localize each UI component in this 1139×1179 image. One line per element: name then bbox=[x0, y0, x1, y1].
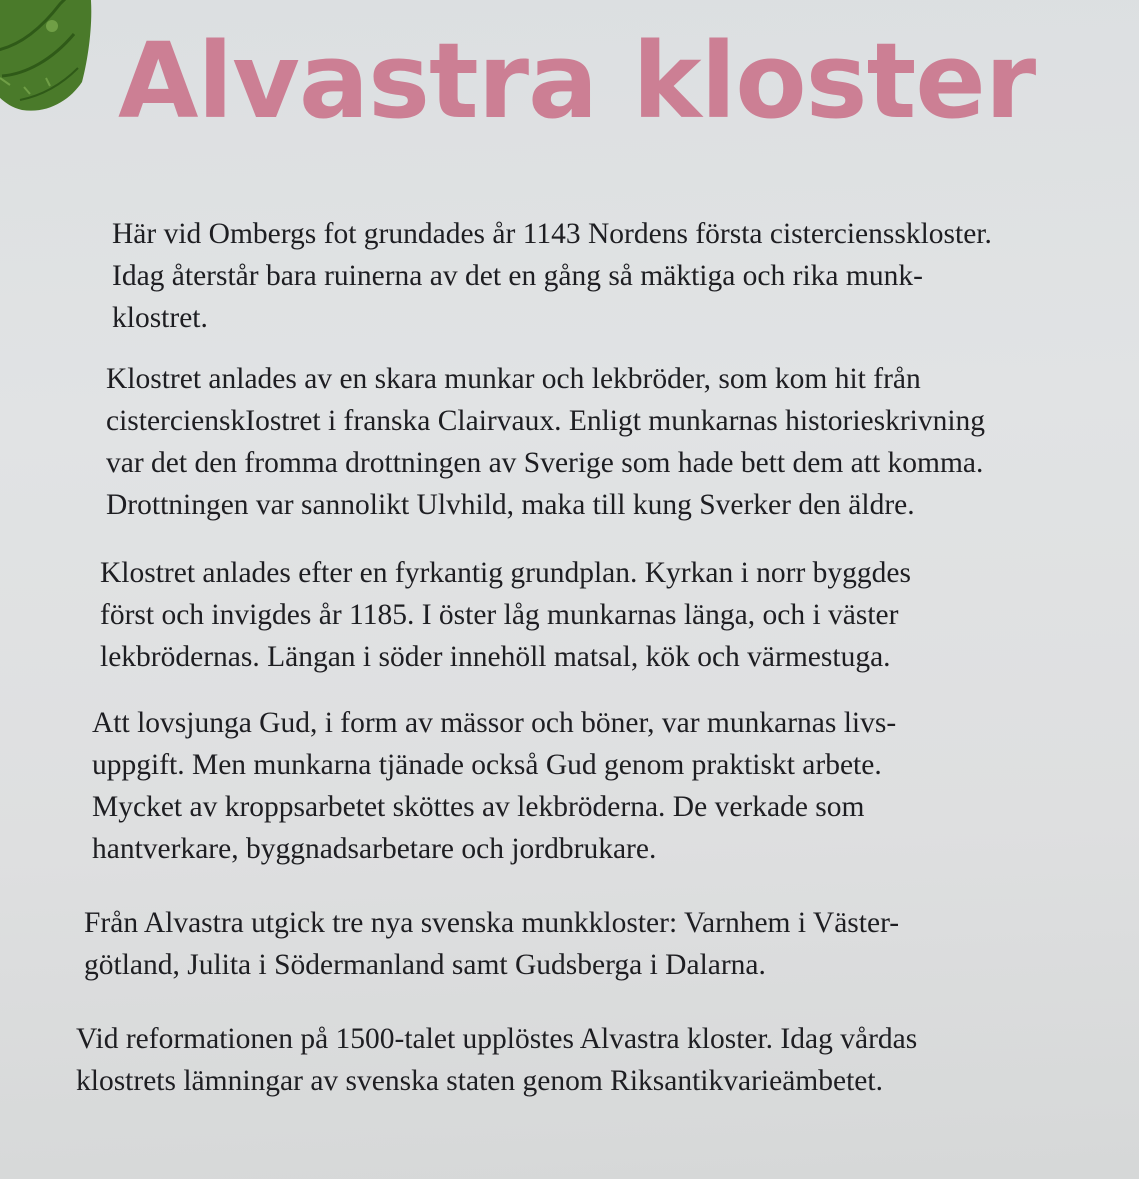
text-line: klostrets lämningar av svenska staten genom Riksantikvarieämbetet. bbox=[76, 1065, 883, 1097]
paragraph-reformation bbox=[76, 1018, 917, 1102]
text-line: Vid reformationen på 1500-talet upplöstes Alvastra kloster. Idag vårdas bbox=[76, 1023, 918, 1055]
text-line: Klostret anlades efter en fyrkantig grundplan. Kyrkan i norr byggdes bbox=[100, 557, 912, 589]
paragraph-founding bbox=[112, 213, 992, 339]
text-line: Att lovsjunga Gud, i form av mässor och böner, var munkarnas livs- bbox=[92, 707, 897, 739]
text-line: hantverkare, byggnadsarbetare och jordbrukare. bbox=[92, 833, 657, 865]
text-line: Mycket av kroppsarbetet sköttes av lekbröderna. De verkade som bbox=[92, 791, 865, 823]
paragraph-daughter-monasteries bbox=[84, 902, 899, 986]
paragraph-origin bbox=[106, 358, 985, 526]
sign-title: Alvastra kloster bbox=[118, 20, 1036, 142]
paragraph-ground-plan bbox=[100, 552, 911, 678]
leaf-icon bbox=[0, 0, 110, 130]
text-line: Idag återstår bara ruinerna av det en gång så mäktiga och rika munk- bbox=[112, 260, 923, 292]
text-line: var det den fromma drottningen av Sverige som hade bett dem att komma. bbox=[106, 447, 984, 479]
text-line: först och invigdes år 1185. I öster låg munkarnas länga, och i väster bbox=[100, 599, 899, 631]
text-line: lekbrödernas. Längan i söder innehöll matsal, kök och värmestuga. bbox=[100, 641, 891, 673]
text-line: Klostret anlades av en skara munkar och lekbröder, som kom hit från bbox=[106, 363, 921, 395]
text-line: uppgift. Men munkarna tjänade också Gud genom praktiskt arbete. bbox=[92, 749, 882, 781]
text-line: götland, Julita i Södermanland samt Gudsberga i Dalarna. bbox=[84, 949, 766, 981]
text-line: Drottningen var sannolikt Ulvhild, maka till kung Sverker den äldre. bbox=[106, 489, 915, 521]
text-line: Här vid Ombergs fot grundades år 1143 Nordens första cisterciensskloster. bbox=[112, 218, 992, 250]
text-line: Från Alvastra utgick tre nya svenska munkkloster: Varnhem i Väster- bbox=[84, 907, 900, 939]
text-line: klostret. bbox=[112, 302, 208, 334]
paragraph-monastic-life bbox=[92, 702, 896, 870]
text-line: cistercienskIostret i franska Clairvaux. Enligt munkarnas historieskrivning bbox=[106, 405, 986, 437]
